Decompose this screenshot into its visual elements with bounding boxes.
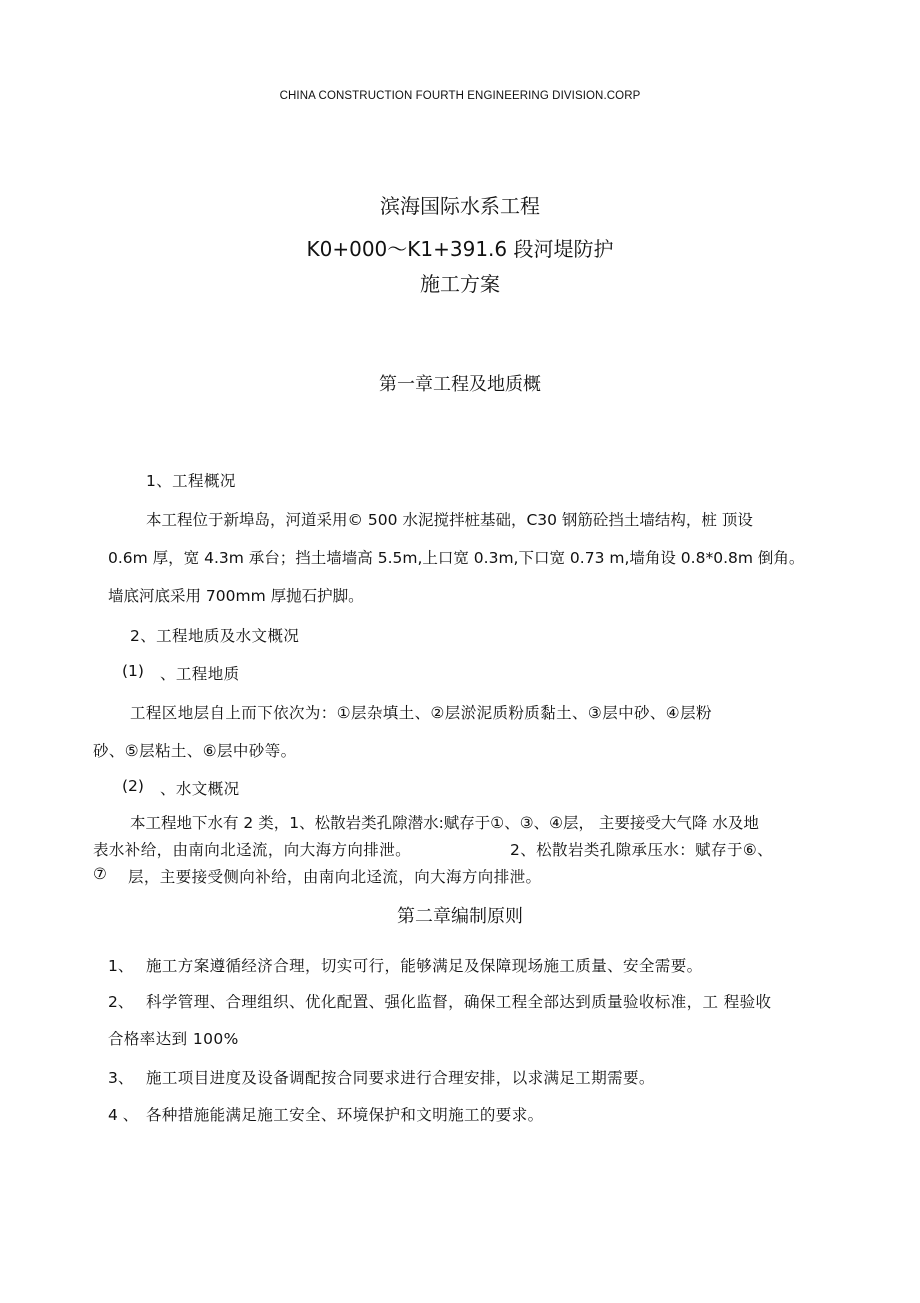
subsection-heading: 、水文概况: [160, 780, 240, 798]
paragraph-line: 工程区地层自上而下依次为：①层杂填土、②层淤泥质粉质黏土、③层中砂、④层粉: [130, 704, 712, 722]
paragraph-line: 2、松散岩类孔隙承压水：赋存于⑥、: [510, 841, 774, 859]
list-item-number: 3、: [108, 1069, 134, 1087]
subsection-heading: 、工程地质: [160, 665, 240, 683]
list-item: 科学管理、合理组织、优化配置、强化监督，确保工程全部达到质量验收标准，工 程验收: [146, 993, 772, 1011]
project-title: 滨海国际水系工程: [380, 194, 540, 218]
paragraph-line: 层，主要接受侧向补给，由南向北迳流，向大海方向排泄。: [128, 868, 542, 886]
section-1-heading: 1、工程概况: [146, 472, 236, 490]
project-subtitle: K0+000～K1+391.6 段河堤防护: [306, 237, 614, 261]
paragraph-line: 0.6m 厚，宽 4.3m 承台；挡土墙墙高 5.5m,上口宽 0.3m,下口宽 0.73 m,墙角设 0.8*0.8m 倒角。: [108, 549, 805, 567]
paragraph-line: 墙底河底采用 700mm 厚抛石护脚。: [108, 587, 364, 605]
chapter-1-heading: 第一章工程及地质概: [379, 374, 541, 395]
paragraph-line: 砂、⑤层粘土、⑥层中砂等。: [93, 742, 297, 760]
list-item: 各种措施能满足施工安全、环境保护和文明施工的要求。: [146, 1106, 544, 1124]
company-header: CHINA CONSTRUCTION FOURTH ENGINEERING DIVISION.CORP: [279, 90, 641, 102]
paragraph-line: 本工程位于新埠岛，河道采用© 500 水泥搅拌桩基础，C30 钢筋砼挡土墙结构，桩 顶设: [146, 511, 753, 529]
section-2-heading: 2、工程地质及水文概况: [130, 627, 300, 645]
list-item-number: 4 、: [108, 1106, 139, 1124]
chapter-2-heading: 第二章编制原则: [397, 906, 523, 927]
document-type-title: 施工方案: [420, 272, 500, 296]
paragraph-line: ⑦: [93, 865, 107, 883]
paragraph-line: 表水补给，由南向北迳流，向大海方向排泄。: [93, 841, 412, 859]
list-item: 施工方案遵循经济合理，切实可行，能够满足及保障现场施工质量、安全需要。: [146, 957, 703, 975]
list-item-number: 1、: [108, 957, 134, 975]
subsection-number: (2): [122, 777, 144, 795]
paragraph-line: 本工程地下水有 2 类，1、松散岩类孔隙潜水:赋存于①、③、④层， 主要接受大气降 水及地: [130, 814, 759, 832]
subsection-number: (1): [122, 662, 144, 680]
list-item-number: 2、: [108, 993, 134, 1011]
list-item-continuation: 合格率达到 100%: [108, 1030, 239, 1048]
list-item: 施工项目进度及设备调配按合同要求进行合理安排，以求满足工期需要。: [146, 1069, 655, 1087]
